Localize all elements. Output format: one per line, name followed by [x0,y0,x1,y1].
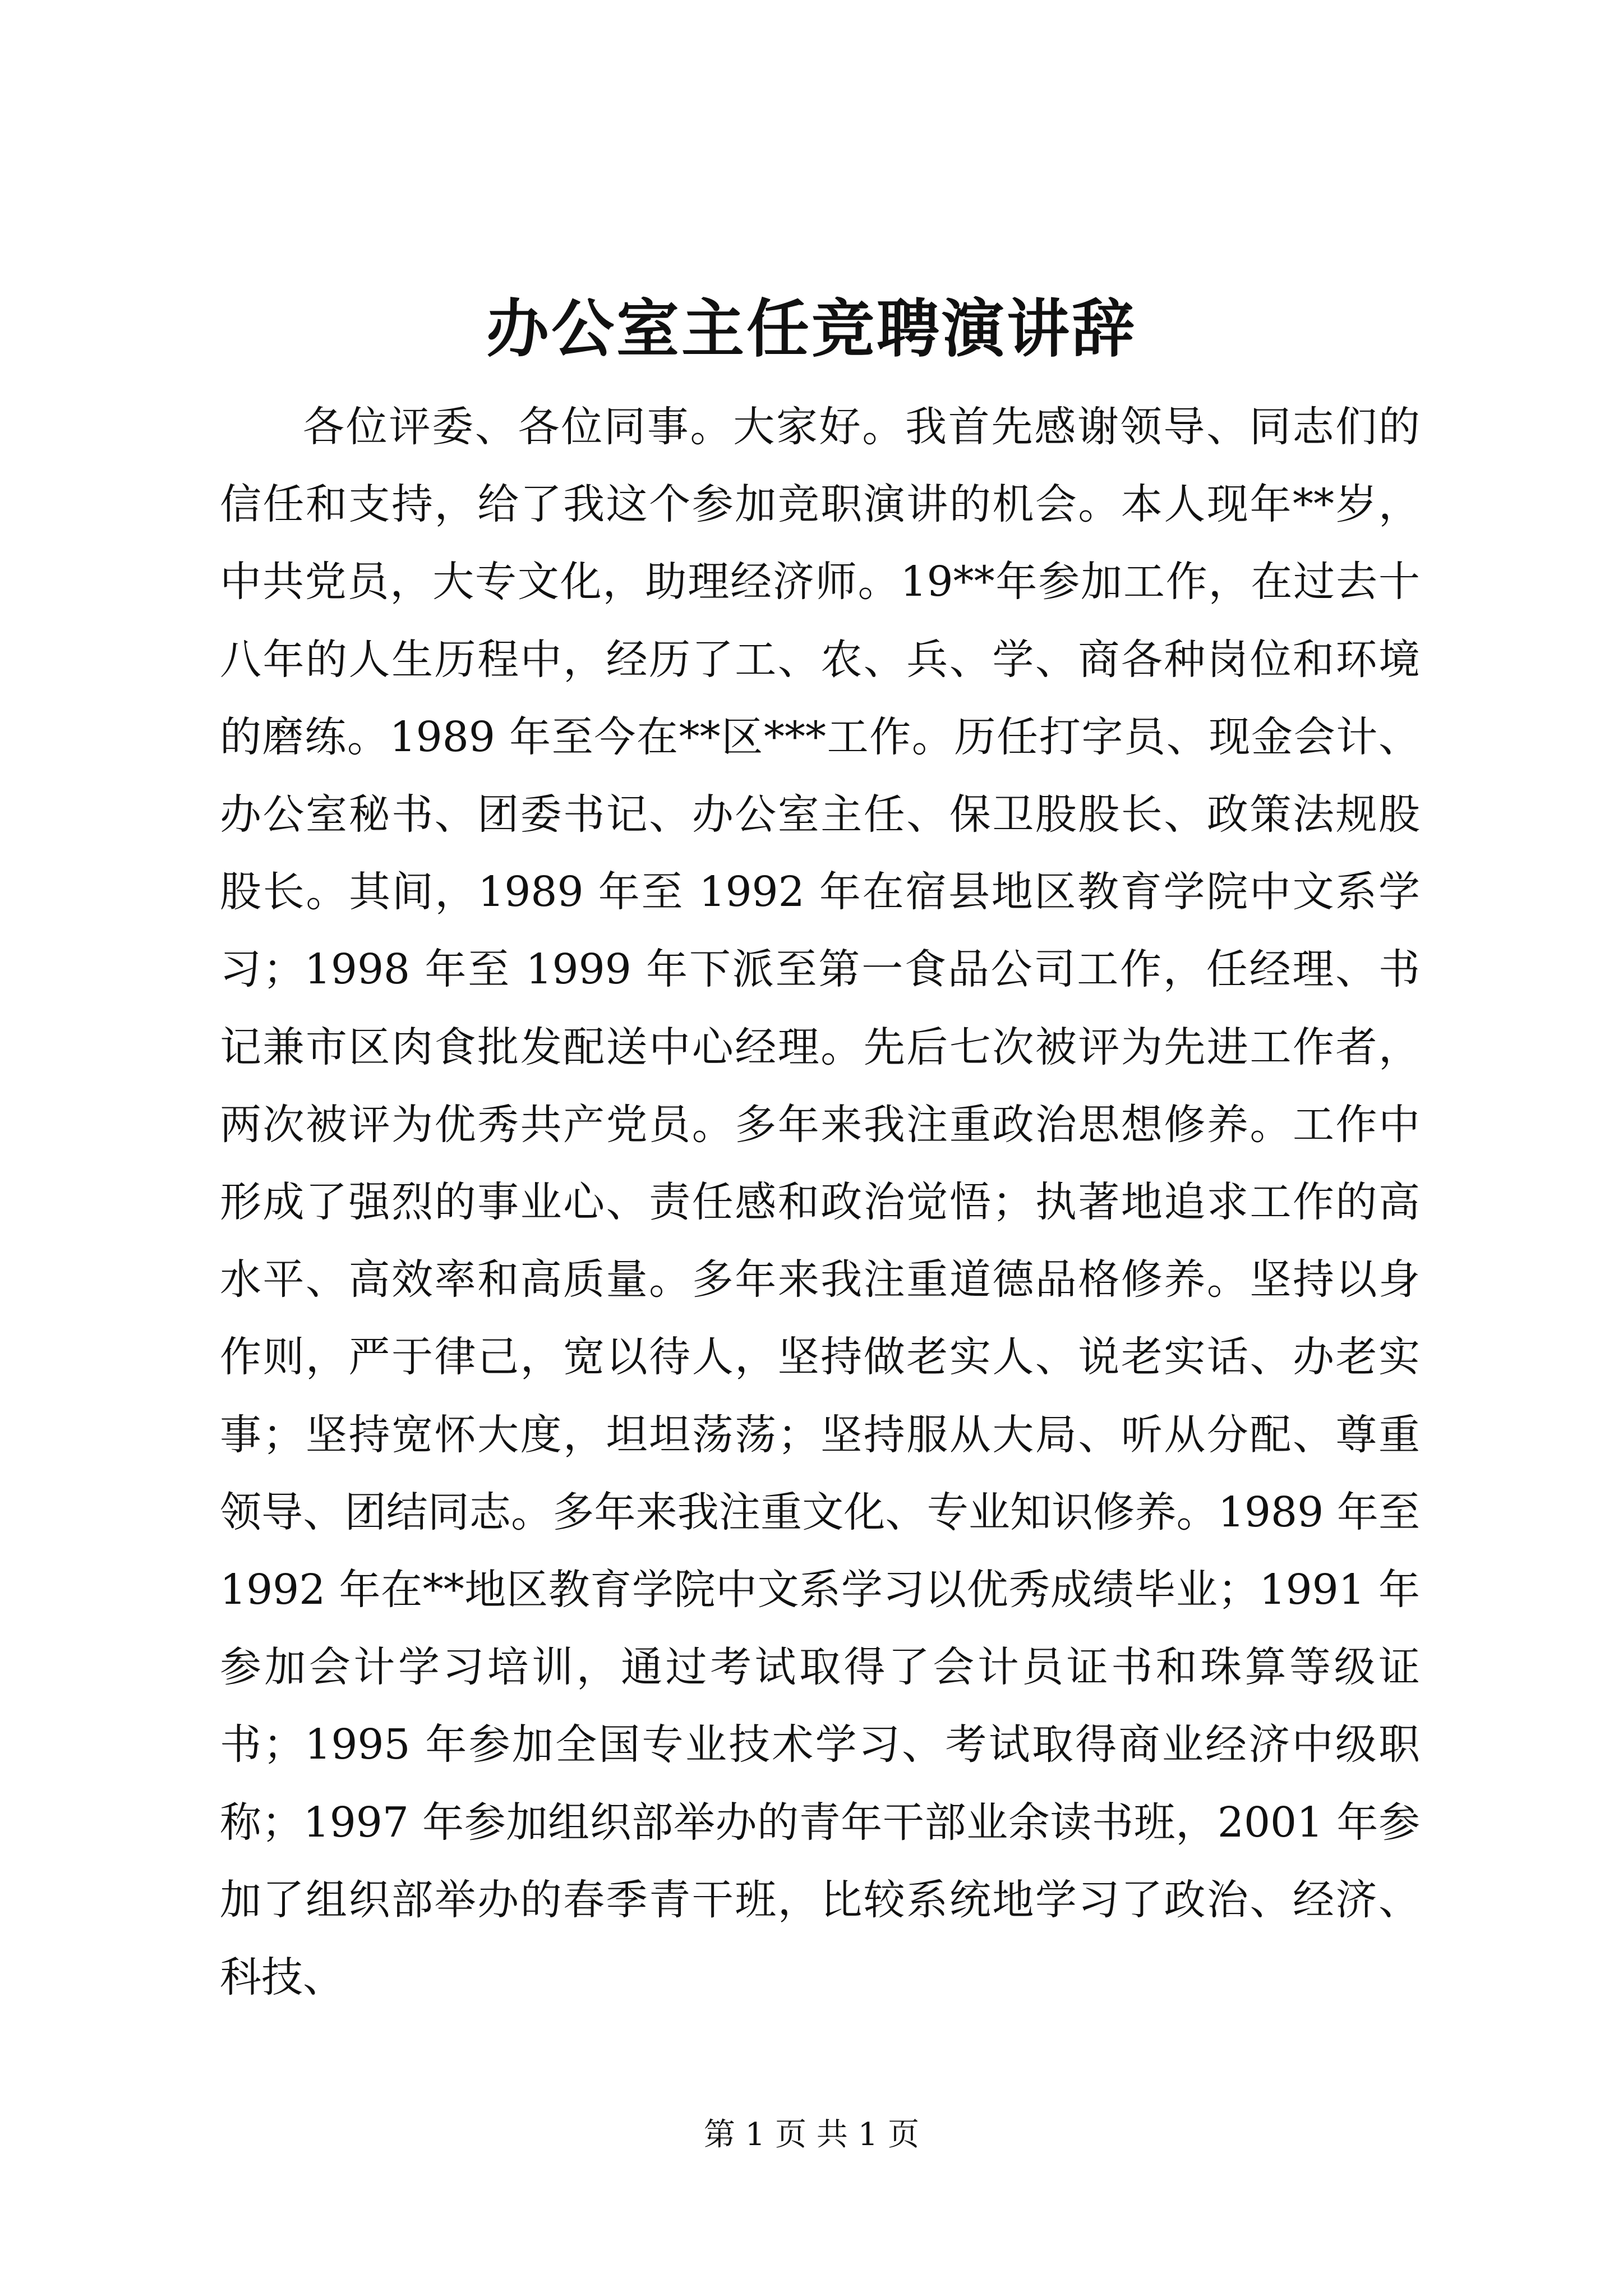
document-title: 办公室主任竞聘演讲辞 [486,292,1137,366]
page-footer: 第 1 页 共 1 页 [703,2116,920,2153]
body-paragraph: 各位评委、各位同事。大家好。我首先感谢领导、同志们的信任和支持，给了我这个参加竞职演讲的机会。本人现年**岁，中共党员，大专文化，助理经济师。19**年参加工作，在过去十八年的人生历程中，经历了工、农、兵、学、商各种岗位和环境的磨练。1989 年至今在**区***工作。历任打字员、现金会计、办公室秘书、团委书记、办公室主任、保卫股股长、政策法规股股长。其间，1989 年至 1992 年在宿县地区教育学院中文系学习；1998 年至 1999 年下派至第一食品公司工作，任经理、书记兼市区肉食批发配送中心经理。先后七次被评为先进工作者，两次被评为优秀共产党员。多年来我注重政治思想修养。工作中形成了强烈的事业心、责任感和政治觉悟；执著地追求工作的高水平、高效率和高质量。多年来我注重道德品格修养。坚持以身作则，严于律己，宽以待人，坚持做老实人、说老实话、办老实事；坚持宽怀大度，坦坦荡荡；坚持服从大局、听从分配、尊重领导、团结同志。多年来我注重文化、专业知识修养。1989 年至 1992 年在**地区教育学院中文系学习以优秀成绩毕业；1991 年参加会计学习培训，通过考试取得了会计员证书和珠算等级证书；1995 年参加全国专业技术学习、考试取得商业经济中级职称；1997 年参加组织部举办的青年干部业余读书班，2001 年参加了组织部举办的春季青干班，比较系统地学习了政治、经济、科技、 [220,403,1420,2002]
